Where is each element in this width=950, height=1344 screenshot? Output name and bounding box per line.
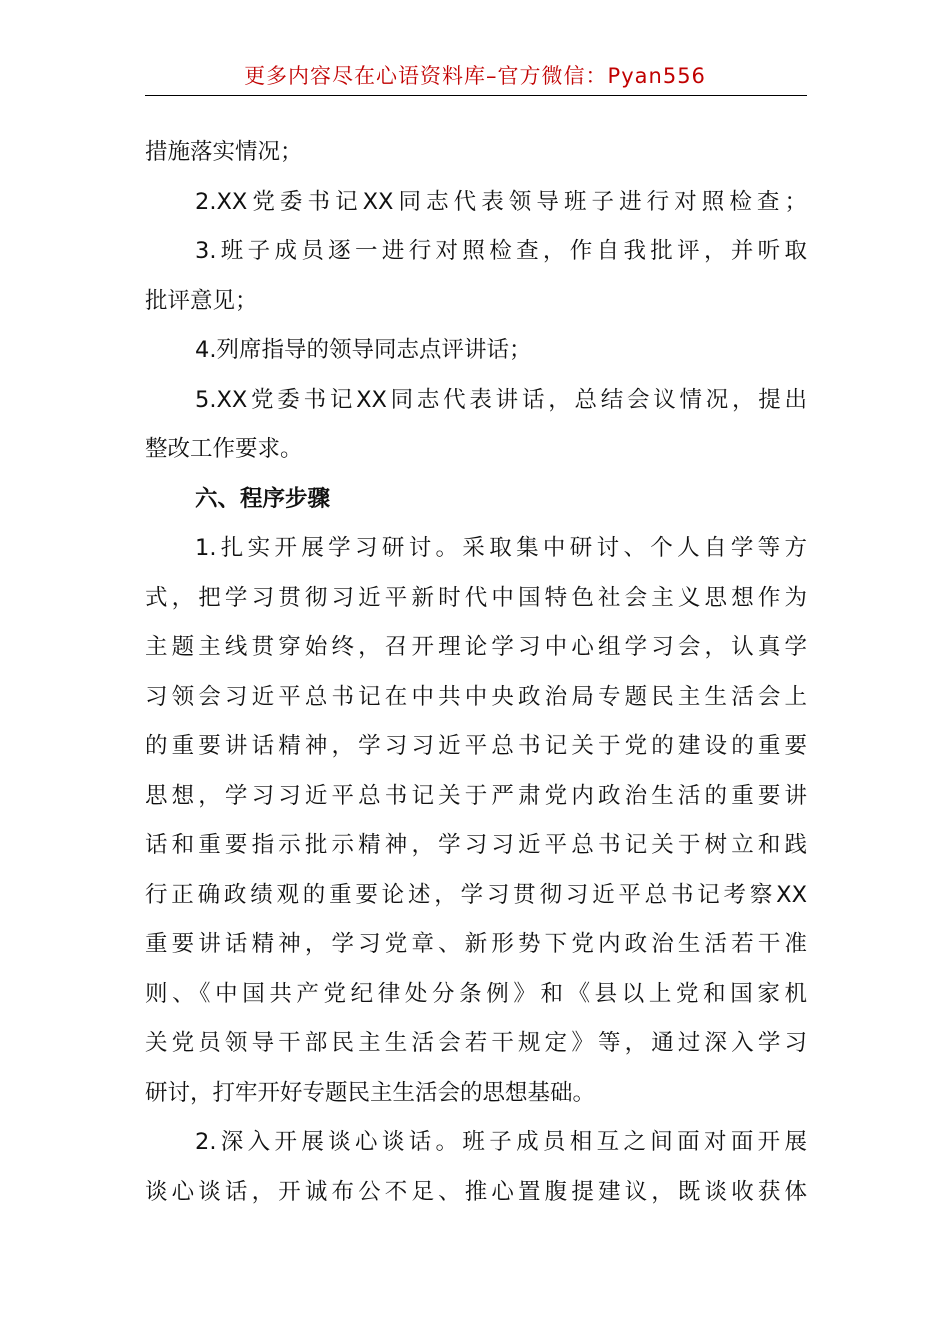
text-line: 则、《中国共产党纪律处分条例》和《县以上党和国家机 [145, 980, 807, 1007]
text-line: 整改工作要求。 [145, 436, 303, 462]
text-line: 措施落实情况； [145, 139, 303, 165]
text-line: 关党员领导干部民主生活会若干规定》等，通过深入学习 [145, 1030, 807, 1056]
text-line: 4.列席指导的领导同志点评讲话； [195, 337, 532, 363]
document-body [145, 128, 807, 1217]
text-line: 谈心谈话，开诚布公不足、推心置腹提建议，既谈收获体 [145, 1178, 807, 1205]
text-line: 1.扎实开展学习研讨。采取集中研讨、个人自学等方 [195, 535, 807, 561]
section-heading: 六、程序步骤 [195, 485, 331, 512]
text-line: 话和重要指示批示精神，学习习近平总书记关于树立和践 [145, 832, 807, 858]
text-line: 式，把学习贯彻习近平新时代中国特色社会主义思想作为 [145, 584, 807, 611]
text-line: 主题主线贯穿始终，召开理论学习中心组学习会，认真学 [145, 634, 807, 660]
text-line: 思想，学习习近平总书记关于严肃党内政治生活的重要讲 [145, 782, 807, 809]
text-line: 的重要讲话精神，学习习近平总书记关于党的建设的重要 [145, 733, 807, 759]
text-line: 行正确政绩观的重要论述，学习贯彻习近平总书记考察XX [145, 881, 807, 908]
text-line: 重要讲话精神，学习党章、新形势下党内政治生活若干准 [145, 931, 807, 957]
text-line: 2.深入开展谈心谈话。班子成员相互之间面对面开展 [195, 1129, 807, 1155]
text-line: 5.XX党委书记XX同志代表讲话，总结会议情况，提出 [195, 386, 807, 413]
text-line: 批评意见； [145, 287, 258, 314]
text-line: 习领会习近平总书记在中共中央政治局专题民主生活会上 [145, 683, 807, 710]
text-line: 3.班子成员逐一进行对照检查，作自我批评，并听取 [195, 238, 807, 264]
text-line: 2.XX党委书记XX同志代表领导班子进行对照检查； [195, 188, 807, 215]
header-divider [145, 95, 807, 96]
text-line: 研讨，打牢开好专题民主生活会的思想基础。 [145, 1079, 596, 1106]
document-header-watermark: 更多内容尽在心语资料库–官方微信：Pyan556 [244, 64, 706, 88]
